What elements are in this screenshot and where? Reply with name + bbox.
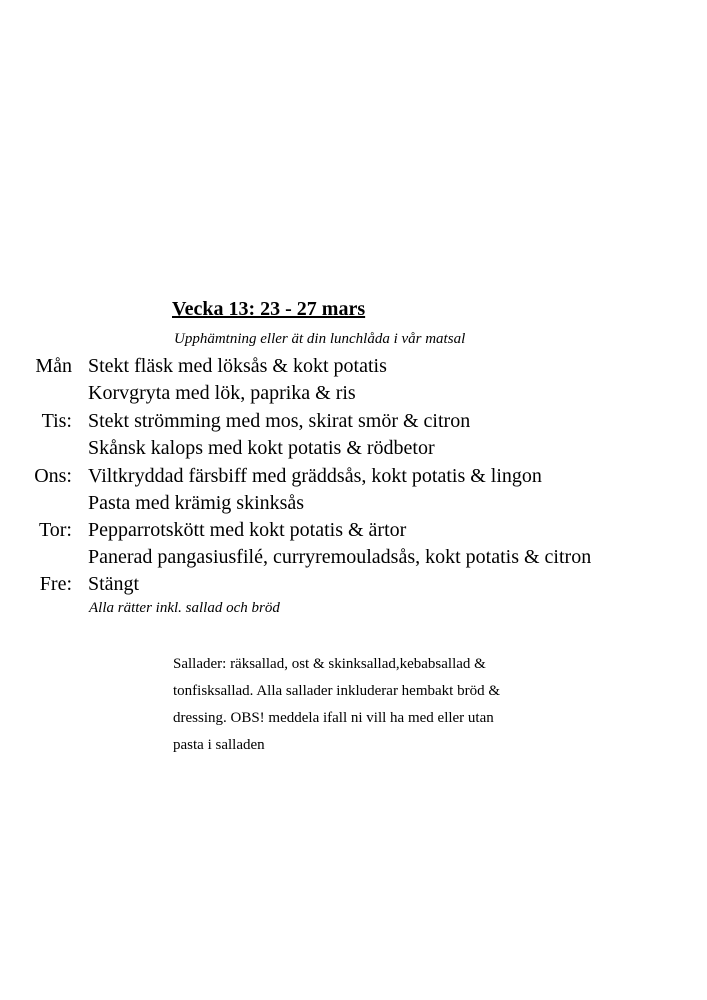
menu-row: [0, 492, 707, 520]
menu-row: [0, 410, 707, 438]
dish-item: Stängt: [88, 573, 140, 595]
dish-item: Stekt strömming med mos, skirat smör & citron: [88, 410, 471, 432]
day-label-wed: Ons:: [34, 465, 72, 487]
day-label-mon: Mån: [35, 355, 72, 377]
menu-row: [0, 573, 707, 601]
menu-row: [0, 465, 707, 493]
salad-info-line: tonfisksallad. Alla sallader inkluderar hembakt bröd &: [173, 683, 500, 699]
dish-item: Pasta med krämig skinksås: [88, 492, 305, 514]
day-label-fri: Fre:: [39, 573, 72, 595]
dish-item: Pepparrotskött med kokt potatis & ärtor: [88, 519, 407, 541]
day-label-tue: Tis:: [41, 410, 72, 432]
day-label-thu: Tor:: [38, 519, 72, 541]
menu-note: Alla rätter inkl. sallad och bröd: [89, 600, 280, 616]
dish-item: Stekt fläsk med löksås & kokt potatis: [88, 355, 387, 377]
dish-item: Panerad pangasiusfilé, curryremouladsås, kokt potatis & citron: [88, 546, 592, 568]
salad-info-line: pasta i salladen: [173, 737, 265, 753]
dish-item: Skånsk kalops med kokt potatis & rödbetor: [88, 437, 435, 459]
menu-row: [0, 546, 707, 574]
menu-row: [0, 355, 707, 383]
salad-info-line: Sallader: räksallad, ost & skinksallad,kebabsallad &: [173, 656, 486, 672]
page-title: Vecka 13: 23 - 27 mars: [172, 298, 366, 320]
menu-row: [0, 382, 707, 410]
dish-item: Korvgryta med lök, paprika & ris: [88, 382, 356, 404]
menu-row: [0, 437, 707, 465]
salad-info-line: dressing. OBS! meddela ifall ni vill ha med eller utan: [173, 710, 494, 726]
menu-row: [0, 519, 707, 547]
salad-info: [173, 651, 613, 759]
page-subtitle: Upphämtning eller ät din lunchlåda i vår matsal: [174, 331, 466, 347]
dish-item: Viltkryddad färsbiff med gräddsås, kokt potatis & lingon: [88, 465, 542, 487]
